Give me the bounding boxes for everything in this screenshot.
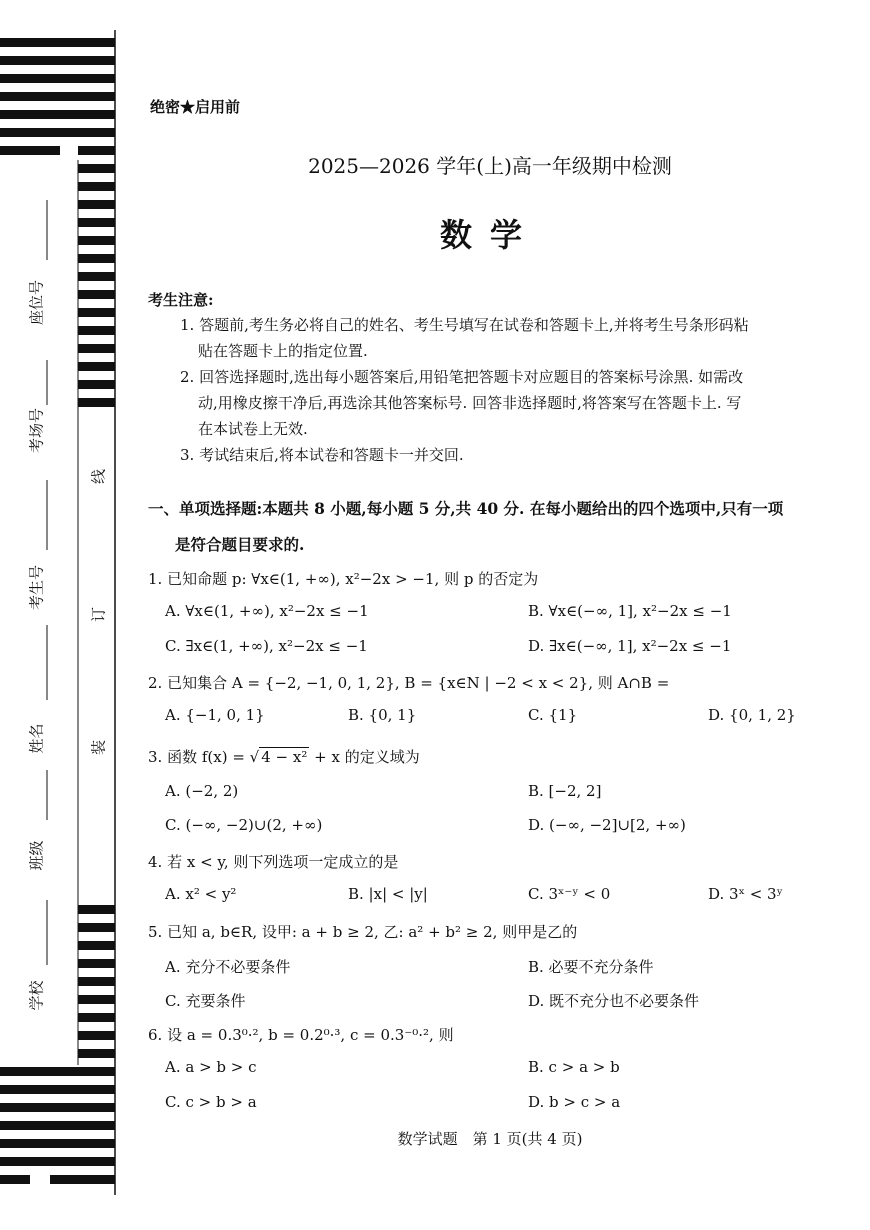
question-3-option-c: C. (−∞, −2)∪(2, +∞) (165, 816, 323, 834)
question-5-option-a: A. 充分不必要条件 (165, 958, 291, 976)
notice-line: 1. 答题前,考生务必将自己的姓名、考生号填写在试卷和答题卡上,并将考生号条形码粘 (180, 316, 749, 334)
question-4-option-d: D. 3ˣ < 3ʸ (708, 885, 783, 903)
question-1-option-c: C. ∃x∈(1, +∞), x²−2x ≤ −1 (165, 637, 368, 655)
question-1-option-b: B. ∀x∈(−∞, 1], x²−2x ≤ −1 (528, 602, 732, 620)
question-6-option-d: D. b > c > a (528, 1093, 621, 1111)
question-3-stem (148, 746, 420, 767)
notice-line: 贴在答题卡上的指定位置. (198, 342, 368, 360)
question-4-option-a: A. x² < y² (165, 885, 237, 903)
binding-bind-mark: 装 (89, 740, 108, 756)
name-label: 姓名 (27, 723, 46, 754)
section-heading-cont: 是符合题目要求的. (175, 535, 305, 554)
question-1-stem: 1. 已知命题 p: ∀x∈(1, +∞), x²−2x > −1, 则 p 的否定为 (148, 570, 539, 588)
question-4-option-c: C. 3ˣ⁻ʸ < 0 (528, 885, 611, 903)
exam-title: 2025—2026 学年(上)高一年级期中检测 (308, 154, 672, 178)
question-2-option-b: B. {0, 1} (348, 706, 417, 724)
notice-line: 动,用橡皮擦干净后,再选涂其他答案标号. 回答非选择题时,将答案写在答题卡上. 写 (198, 394, 742, 412)
question-3-option-a: A. (−2, 2) (165, 782, 239, 800)
secret-label: 绝密★启用前 (150, 98, 241, 116)
question-5-option-c: C. 充要条件 (165, 992, 246, 1010)
notice-line: 2. 回答选择题时,选出每小题答案后,用铅笔把答题卡对应题目的答案标号涂黑. 如需改 (180, 368, 744, 386)
notice-line: 在本试卷上无效. (198, 420, 308, 438)
sqrt-sign: √ (249, 748, 260, 766)
question-3-stem-post: + x 的定义域为 (309, 748, 420, 766)
binding-order-mark: 订 (89, 607, 108, 623)
question-6-option-c: C. c > b > a (165, 1093, 257, 1111)
question-1-option-d: D. ∃x∈(−∞, 1], x²−2x ≤ −1 (528, 637, 732, 655)
question-3-option-d: D. (−∞, −2]∪[2, +∞) (528, 816, 686, 834)
school-label: 学校 (27, 980, 46, 1011)
class-label: 班级 (27, 840, 46, 871)
question-2-option-d: D. {0, 1, 2} (708, 706, 796, 724)
question-2-option-a: A. {−1, 0, 1} (165, 706, 265, 724)
question-3-stem-pre: 3. 函数 f(x) = (148, 748, 250, 766)
candidate-label: 考生号 (27, 565, 46, 611)
question-6-stem: 6. 设 a = 0.3⁰·², b = 0.2⁰·³, c = 0.3⁻⁰·², 则 (148, 1026, 454, 1044)
question-2-option-c: C. {1} (528, 706, 578, 724)
question-4-stem: 4. 若 x < y, 则下列选项一定成立的是 (148, 853, 399, 871)
question-5-option-b: B. 必要不充分条件 (528, 958, 654, 976)
binding-line-mark: 线 (89, 469, 108, 485)
question-3-option-b: B. [−2, 2] (528, 782, 602, 800)
notice-heading: 考生注意: (148, 291, 214, 309)
question-3-radicand: 4 − x² (261, 748, 308, 766)
question-4-option-b: B. |x| < |y| (348, 885, 428, 903)
question-6-option-b: B. c > a > b (528, 1058, 620, 1076)
question-5-option-d: D. 既不充分也不必要条件 (528, 992, 700, 1010)
question-2-stem: 2. 已知集合 A = {−2, −1, 0, 1, 2}, B = {x∈N | −2 < x < 2}, 则 A∩B = (148, 674, 670, 692)
page-footer: 数学试题 第 1 页(共 4 页) (397, 1130, 583, 1148)
room-label: 考场号 (27, 408, 46, 454)
seat-label: 座位号 (27, 280, 46, 326)
question-6-option-a: A. a > b > c (165, 1058, 257, 1076)
question-5-stem: 5. 已知 a, b∈R, 设甲: a + b ≥ 2, 乙: a² + b² ≥ 2, 则甲是乙的 (148, 923, 578, 941)
notice-line: 3. 考试结束后,将本试卷和答题卡一并交回. (180, 446, 464, 464)
section-heading: 一、单项选择题:本题共 8 小题,每小题 5 分,共 40 分. 在每小题给出的四个选项中,只有一项 (148, 499, 784, 518)
question-1-option-a: A. ∀x∈(1, +∞), x²−2x ≤ −1 (165, 602, 369, 620)
subject-title: 数学 (439, 216, 540, 254)
